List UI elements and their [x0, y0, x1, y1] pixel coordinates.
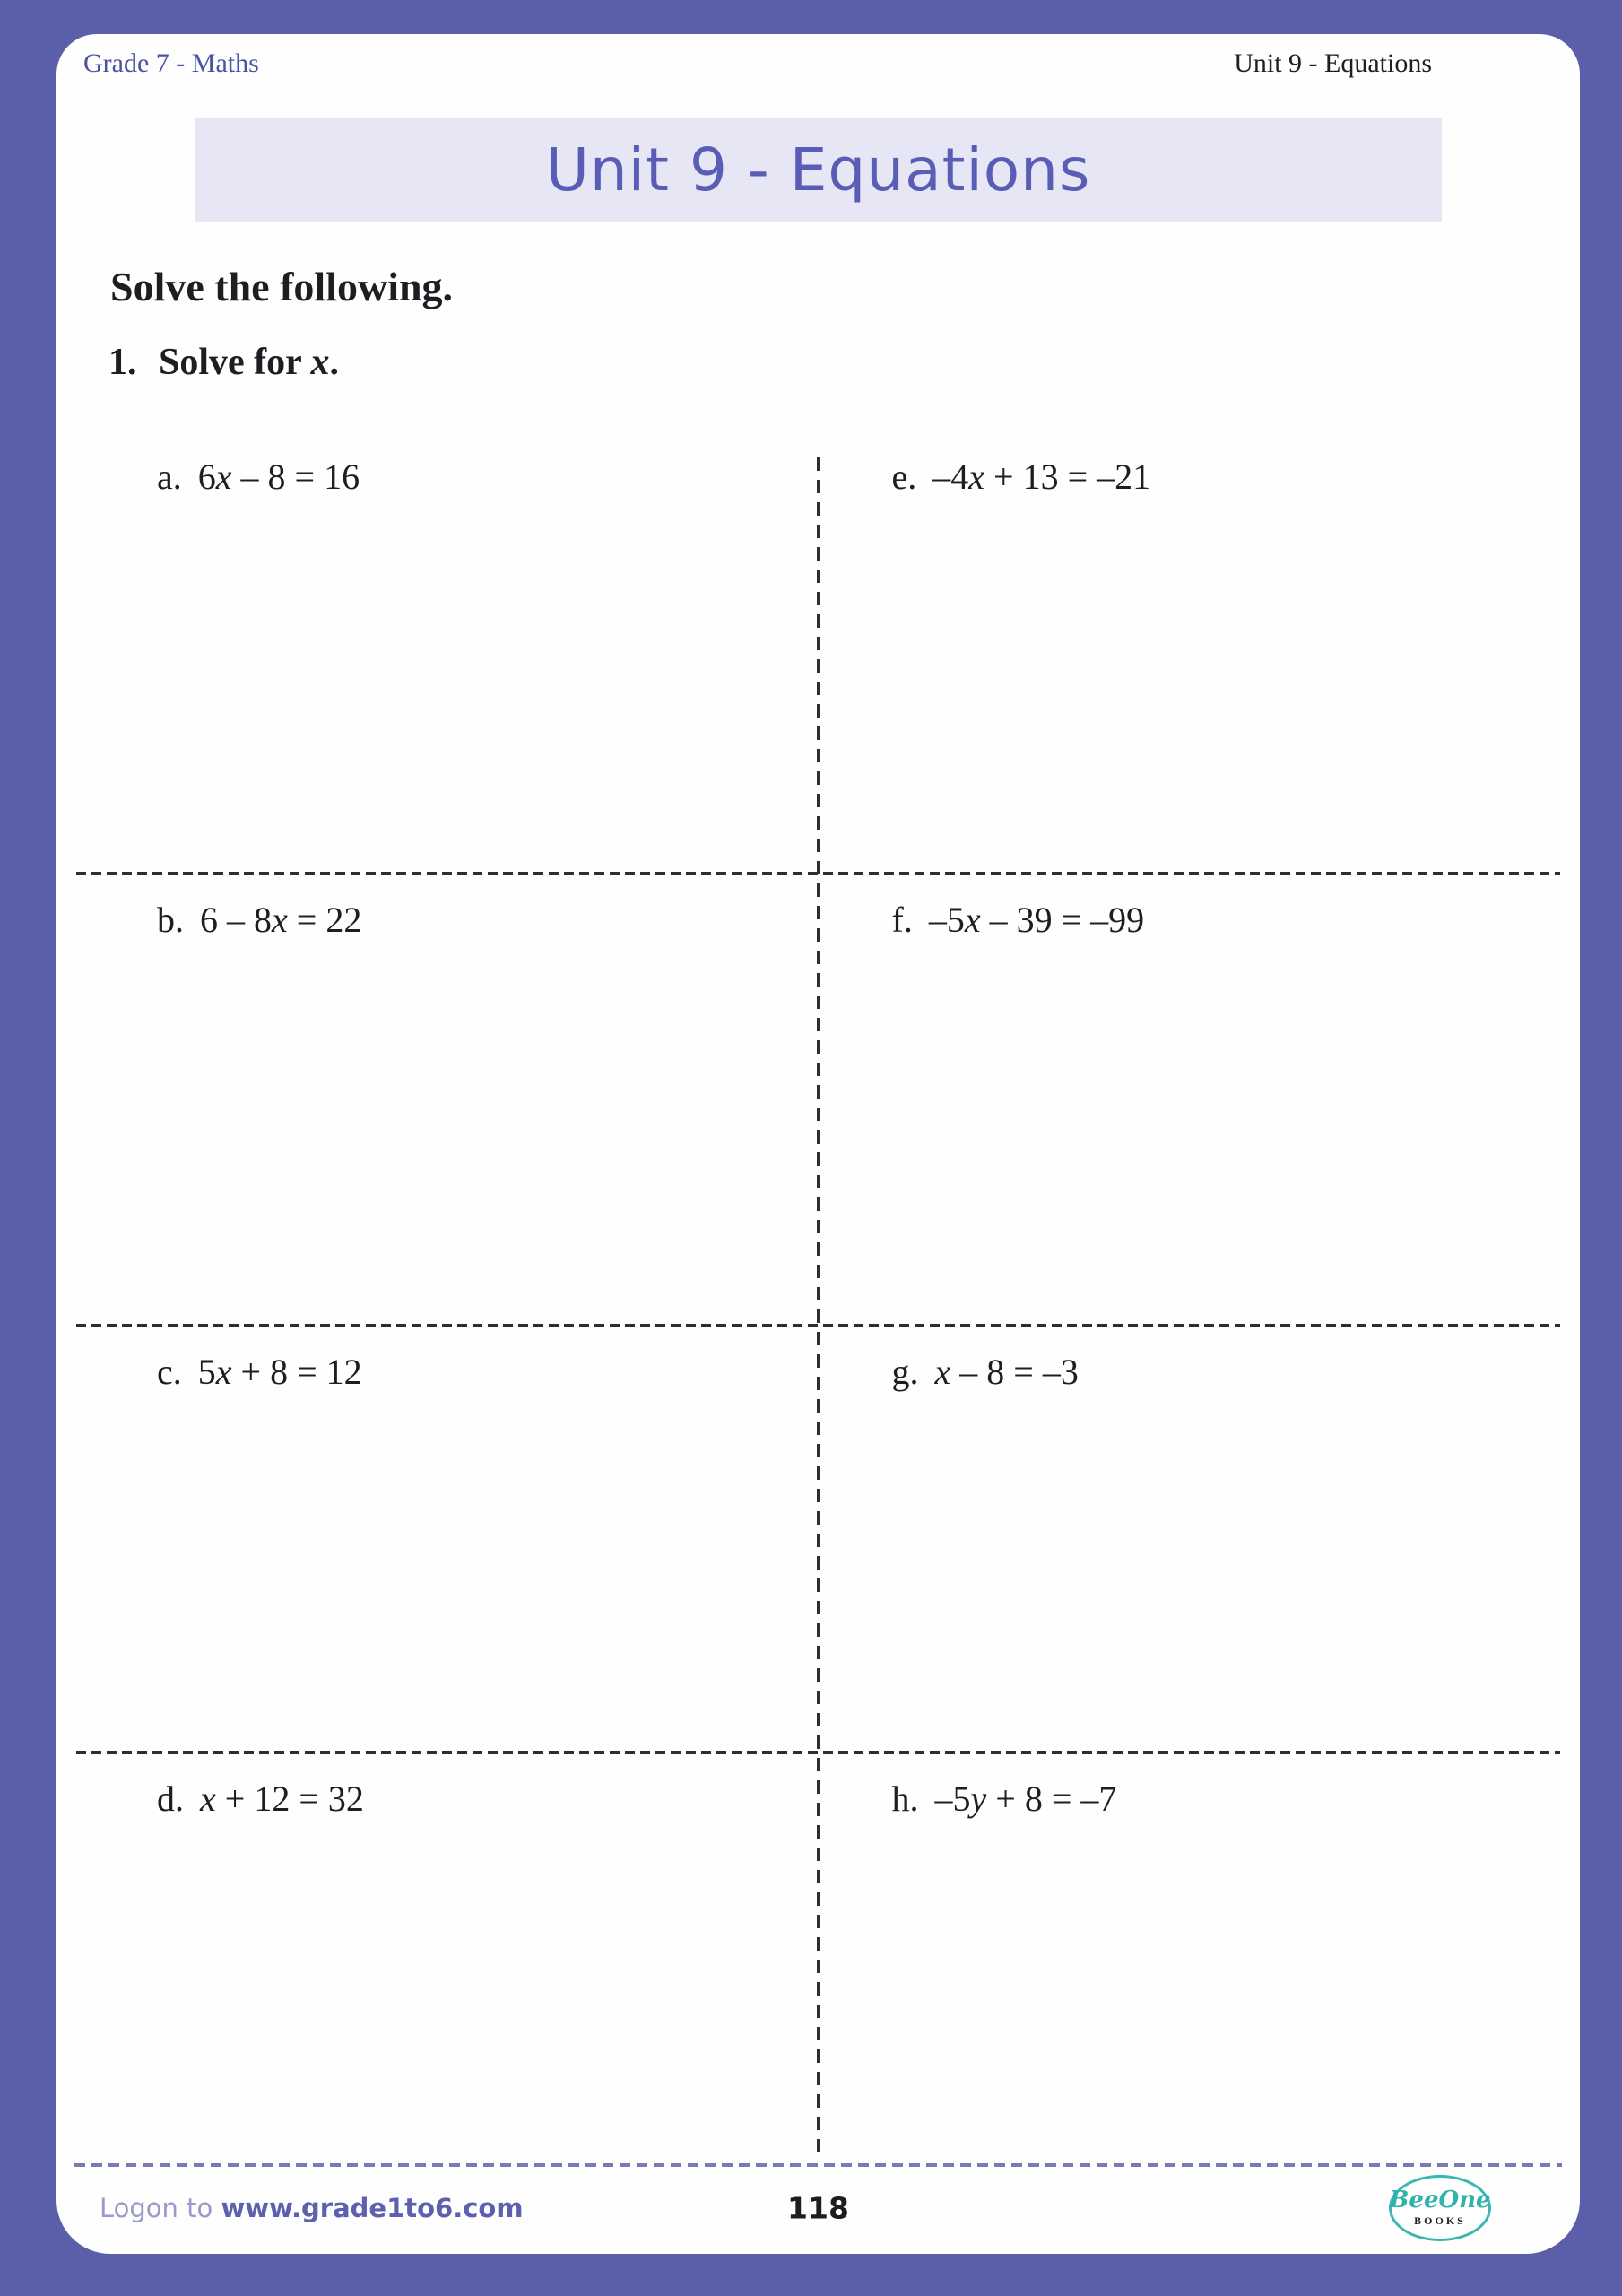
equation-variable: x [215, 457, 232, 497]
equation [932, 457, 1150, 497]
equation-pre: –4 [932, 457, 969, 497]
problem-g [819, 1327, 1561, 1751]
problems-grid [76, 432, 1560, 2152]
question-1-heading [108, 341, 1580, 384]
equation-post: + 8 = 12 [231, 1352, 362, 1392]
equation [200, 900, 361, 940]
equation-variable: x [200, 1779, 216, 1819]
equation-variable: x [272, 900, 288, 940]
equation-pre: 5 [197, 1352, 216, 1392]
vertical-dashed-divider [817, 457, 820, 2152]
logon-text [100, 2193, 524, 2223]
logo-name: BeeOne [1389, 2186, 1491, 2213]
header-grade-label: Grade 7 - Maths [83, 48, 259, 78]
question-number: 1. [108, 342, 137, 383]
worksheet-page [56, 34, 1580, 2254]
equation-post: + 8 = –7 [986, 1779, 1117, 1819]
equation [935, 1779, 1117, 1819]
page-footer [74, 2163, 1562, 2254]
problem-label: g. [891, 1352, 919, 1392]
equation-pre: 6 [197, 457, 216, 497]
problem-h [819, 1754, 1561, 2152]
equation-variable: x [968, 457, 985, 497]
problem-label: a. [157, 457, 182, 497]
problem-d [76, 1754, 819, 2152]
equation [200, 1779, 364, 1819]
problem-e [819, 432, 1561, 872]
equation-post: = 22 [287, 900, 362, 940]
logon-prefix: Logon to [100, 2192, 221, 2223]
equation-post: – 39 = –99 [980, 900, 1145, 940]
equation-pre: 6 – 8 [200, 900, 272, 940]
equation [929, 900, 1144, 940]
problem-c [76, 1327, 819, 1751]
logo-subtitle: BOOKS [1414, 2213, 1466, 2227]
equation-variable: y [970, 1779, 987, 1819]
page-number: 118 [787, 2190, 849, 2225]
question-text: Solve for [159, 342, 311, 383]
equation-variable: x [964, 900, 981, 940]
page-header [56, 34, 1580, 79]
unit-title: Unit 9 - Equations [545, 135, 1091, 204]
equation-post: + 13 = –21 [984, 457, 1151, 497]
question-variable: x [310, 342, 330, 383]
website-link[interactable]: www.grade1to6.com [221, 2192, 524, 2223]
problem-label: f. [891, 900, 913, 940]
question-text-period: . [329, 342, 340, 383]
equation [198, 1352, 362, 1392]
beeone-books-logo [1389, 2175, 1491, 2241]
equation [198, 457, 360, 497]
section-heading: Solve the following. [110, 264, 454, 309]
problem-label: c. [157, 1352, 182, 1392]
problem-label: d. [157, 1779, 184, 1819]
problem-label: b. [157, 900, 184, 940]
equation-variable: x [215, 1352, 232, 1392]
equation-pre: –5 [928, 900, 965, 940]
problem-a [76, 432, 819, 872]
equation-post: – 8 = –3 [950, 1352, 1079, 1392]
problem-b [76, 875, 819, 1324]
equation-pre: –5 [934, 1779, 971, 1819]
problem-f [819, 875, 1561, 1324]
equation-post: – 8 = 16 [231, 457, 360, 497]
footer-content [74, 2167, 1562, 2248]
unit-title-banner [195, 118, 1442, 222]
equation [935, 1352, 1079, 1392]
equation-variable: x [934, 1352, 951, 1392]
problem-label: e. [891, 457, 917, 497]
equation-post: + 12 = 32 [215, 1779, 364, 1819]
problem-label: h. [891, 1779, 919, 1819]
header-unit-label: Unit 9 - Equations [1234, 48, 1432, 78]
